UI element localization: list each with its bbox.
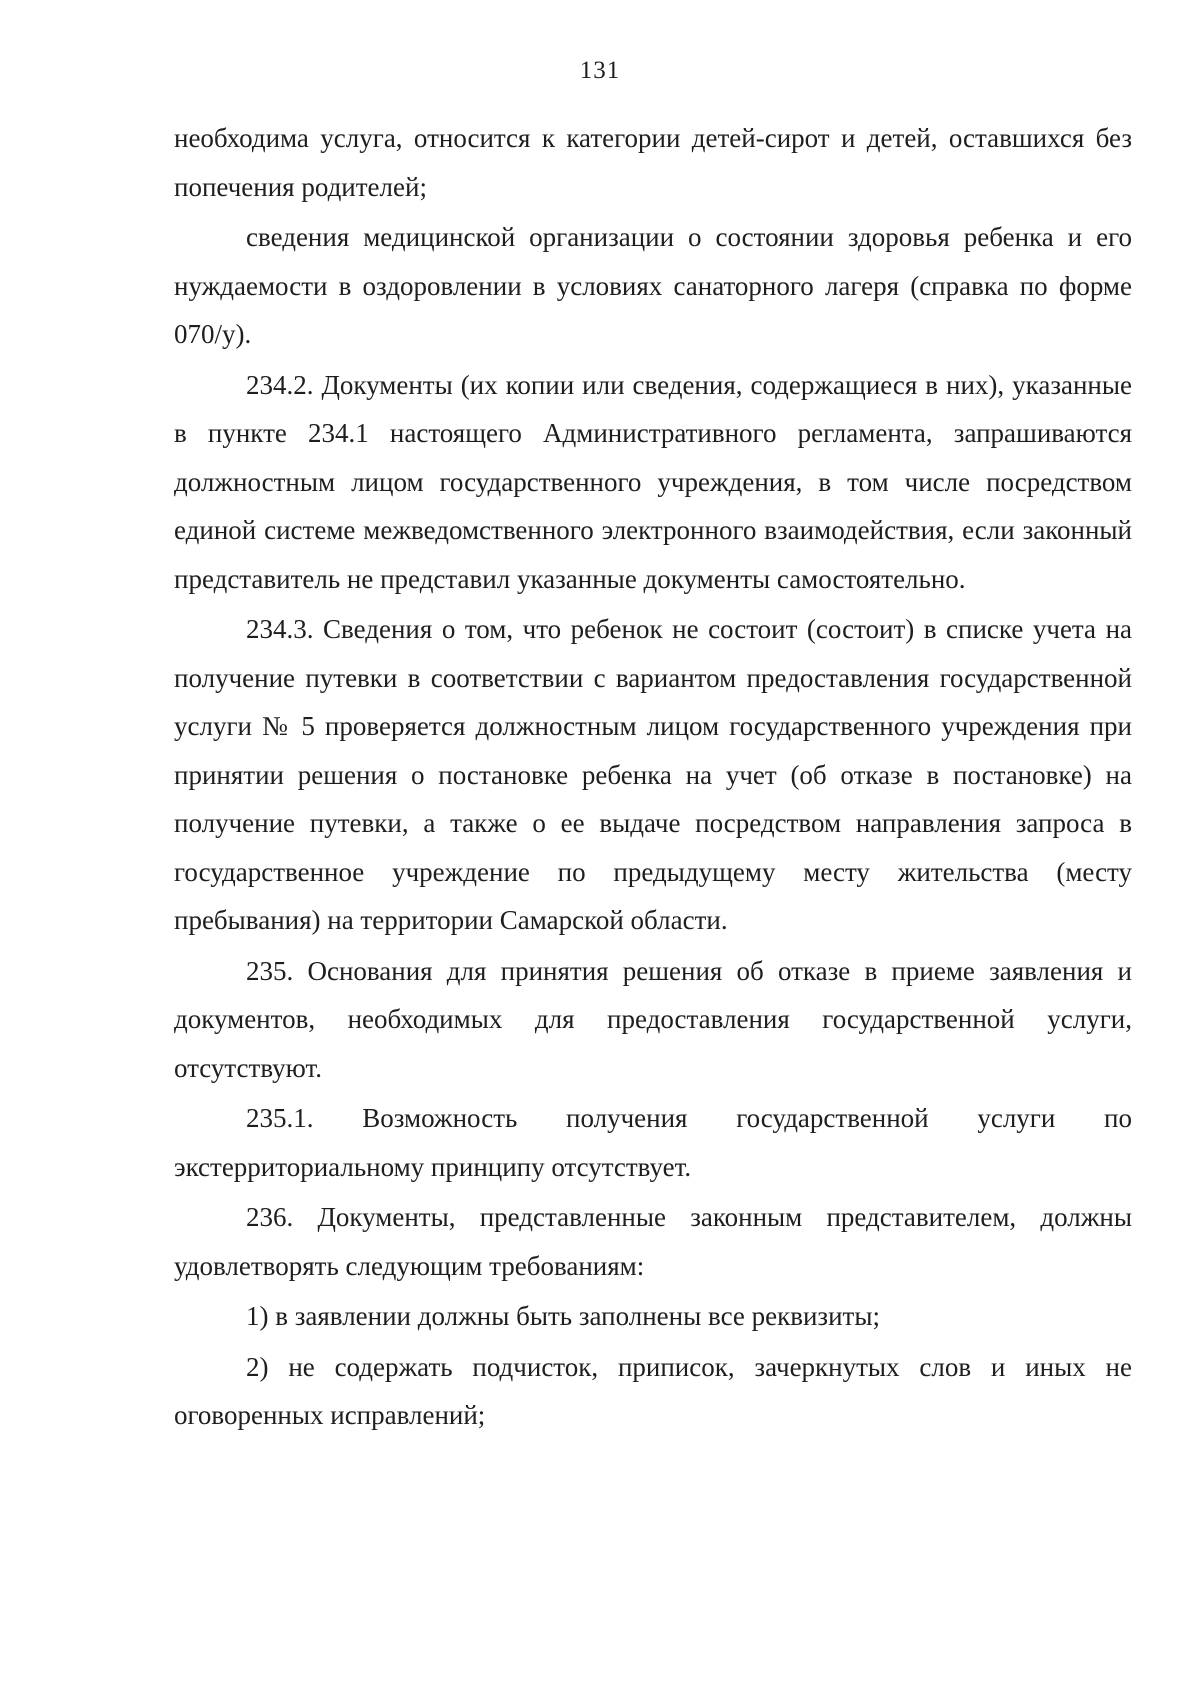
paragraph-234-3: 234.3. Сведения о том, что ребенок не состоит (состоит) в списке учета на получение путевки в соответствии с вариантом предоставления государственной услуги № 5 проверяется должностным лицом государственного учреждения при принятии решения о постановке ребенка на учет (об отказе в постановке) на получение путевки, а также о ее выдаче посредством направления запроса в государственное учреждение по предыдущему месту жительства (месту пребывания) на территории Самарской области. [174, 614, 1132, 935]
list-item-2: 2) не содержать подчисток, приписок, зачеркнутых слов и иных не оговоренных исправлений; [174, 1351, 1132, 1430]
paragraph-234-2: 234.2. Документы (их копии или сведения, содержащиеся в них), указанные в пункте 234.1 настоящего Административного регламента, запрашиваются должностным лицом государственного учреждения, в том числе посредством единой системе межведомственного электронного взаимодействия, если законный представитель не представил указанные документы самостоятельно. [174, 369, 1132, 594]
list-item-1: 1) в заявлении должны быть заполнены все реквизиты; [246, 1301, 880, 1331]
paragraph-236: 236. Документы, представленные законным представителем, должны удовлетворять следующим требованиям: [174, 1202, 1132, 1281]
paragraph-235-1: 235.1. Возможность получения государственной услуги по экстерриториальному принципу отсутствует. [174, 1103, 1132, 1182]
paragraph-continuation: необходима услуга, относится к категории детей-сирот и детей, оставшихся без попечения родителей; [174, 123, 1132, 202]
paragraph-235: 235. Основания для принятия решения об отказе в приеме заявления и документов, необходимых для предоставления государственной услуги, отсутствуют. [174, 955, 1132, 1083]
document-body [174, 114, 1132, 1442]
paragraph-medical-info: сведения медицинской организации о состоянии здоровья ребенка и его нуждаемости в оздоровлении в условиях санаторного лагеря (справка по форме 070/у). [174, 222, 1132, 349]
page-number: 131 [579, 57, 621, 84]
